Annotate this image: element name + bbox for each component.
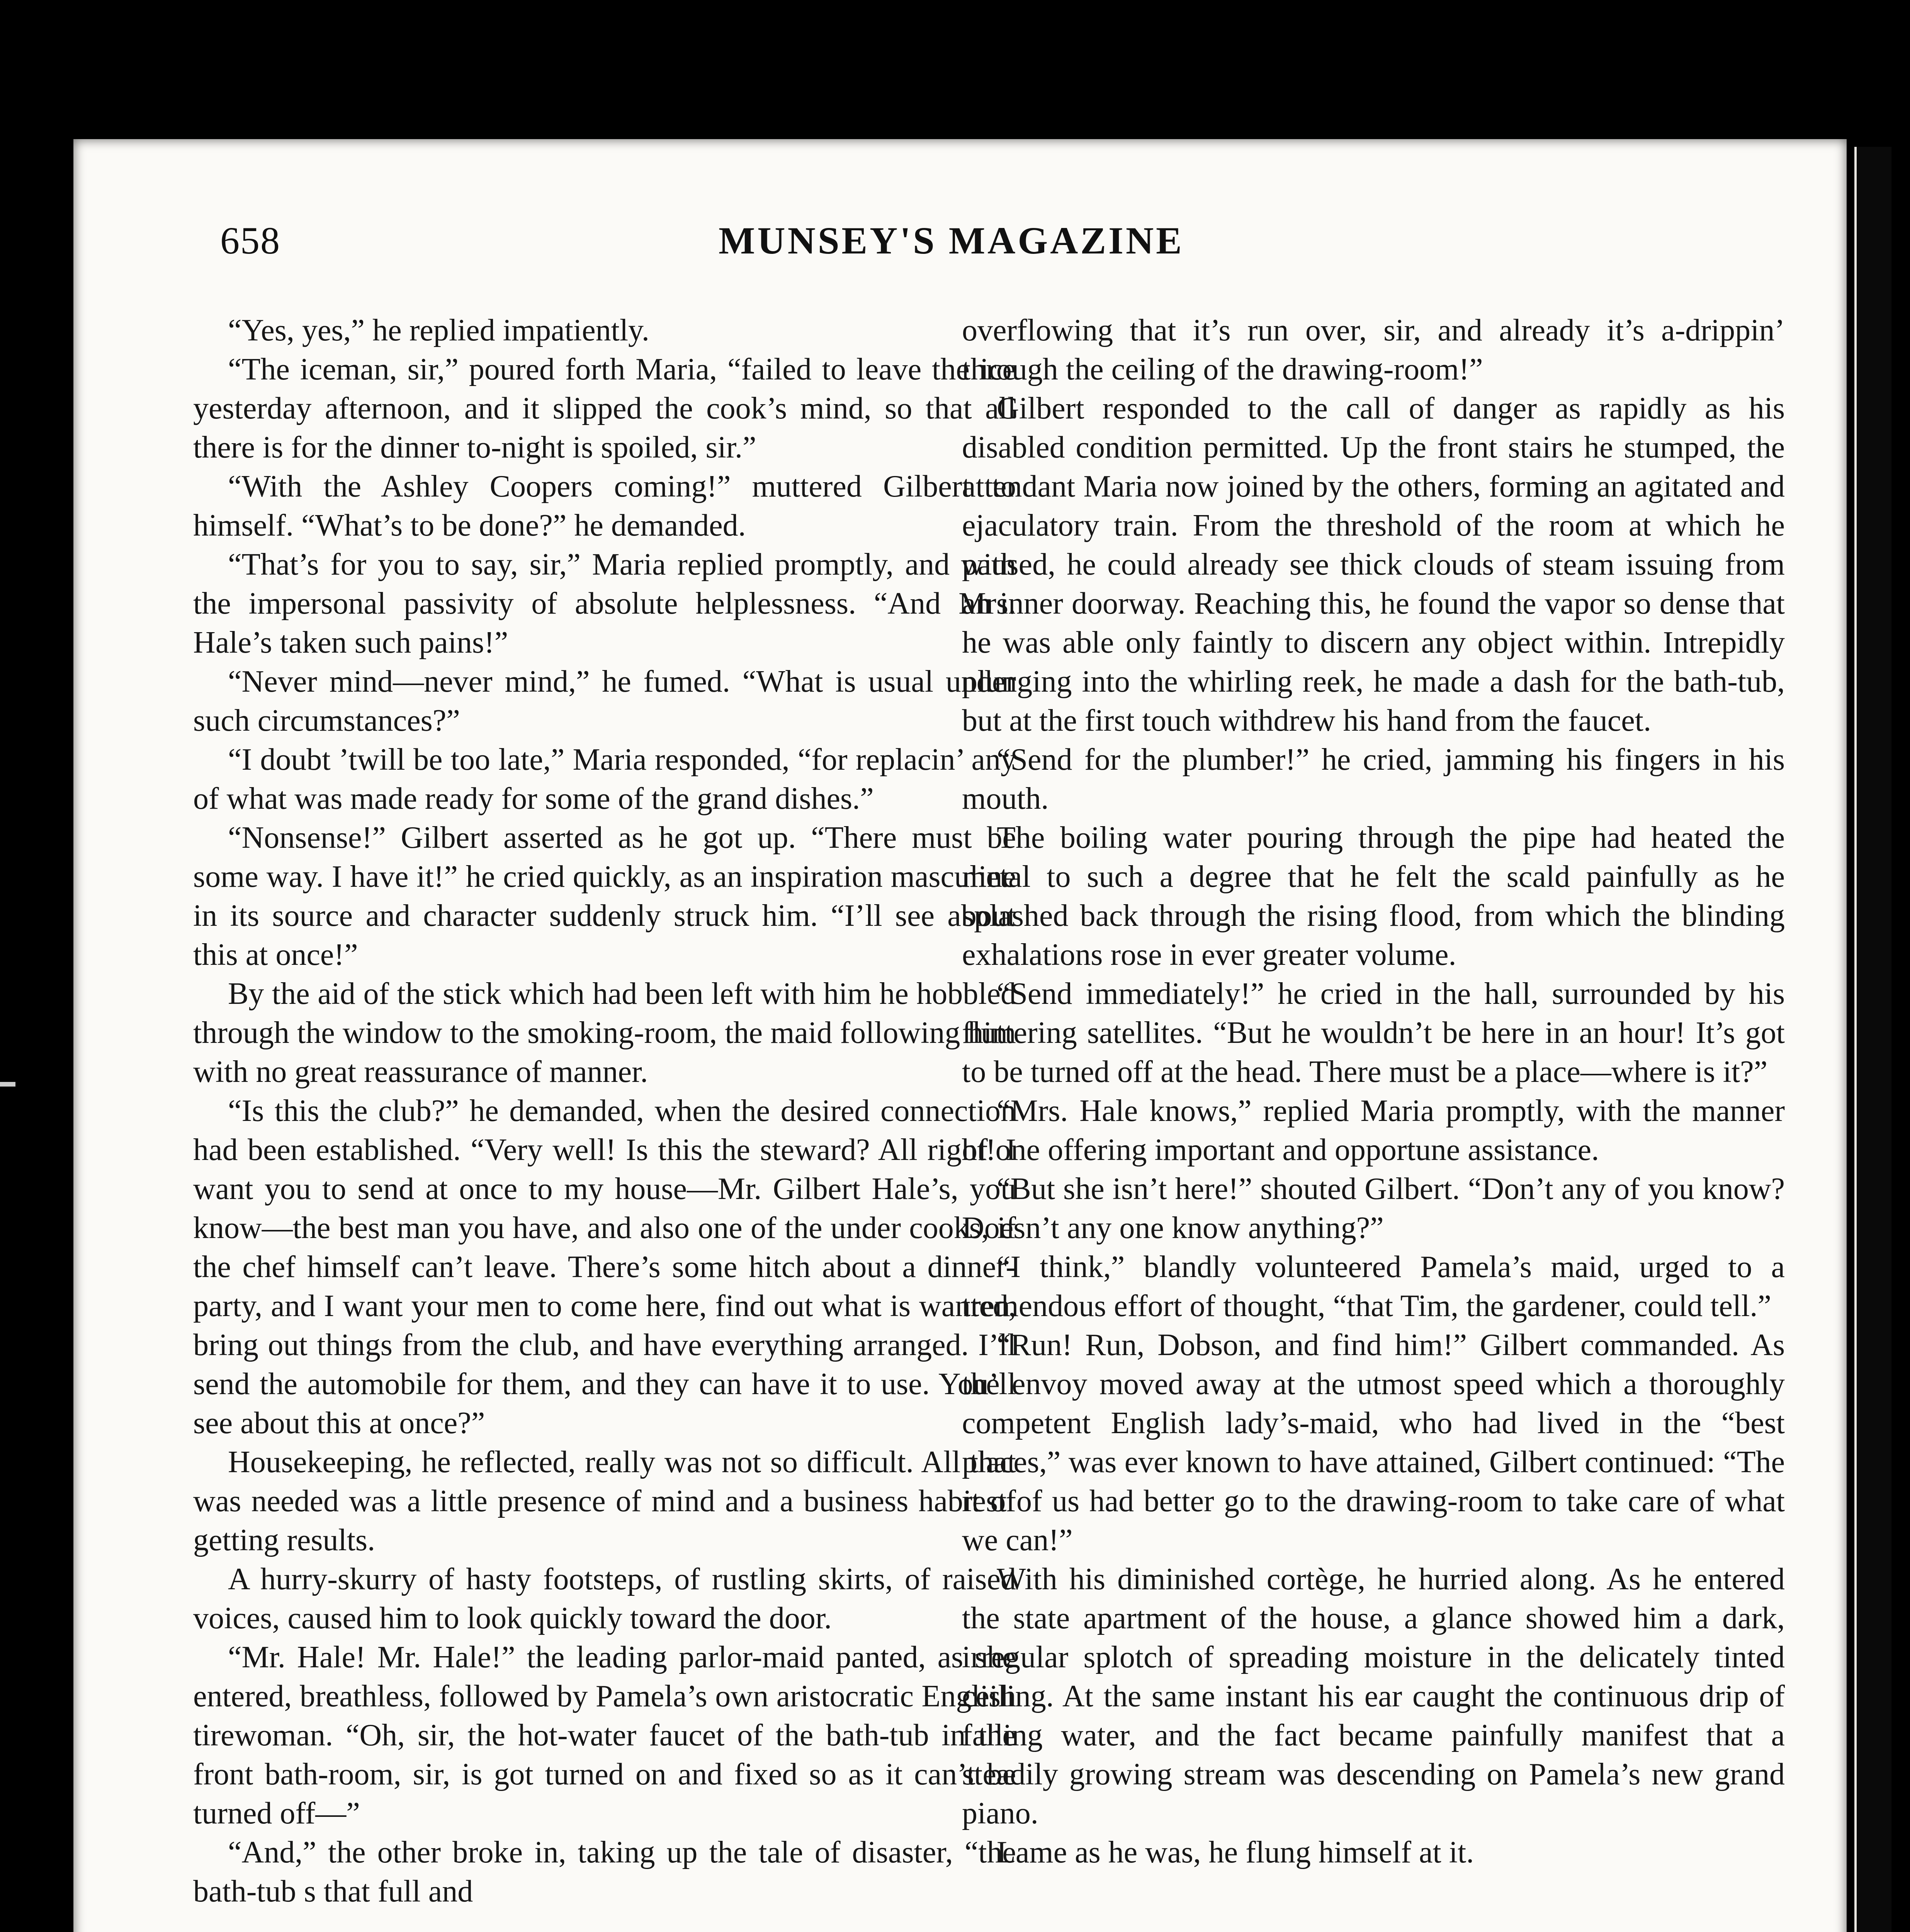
paragraph: “Mrs. Hale knows,” replied Maria promptly, with the manner of one offering important and opportune assistance. bbox=[962, 1094, 1785, 1167]
paragraph: “Nonsense!” Gilbert asserted as he got up. “There must be some way. I have it!” he cried quickly, as an inspiration masculine in its source and character suddenly struck him. “I’ll see about this at once!” bbox=[193, 821, 1016, 972]
paragraph: “Run! Run, Dobson, and find him!” Gilbert commanded. As the envoy moved away at the utmost speed which a thoroughly competent English lady’s-maid, who had lived in the “best places,” was ever known to have attained, Gilbert continued: “The rest of us had better go to the drawing-room to take care of what we can!” bbox=[962, 1328, 1785, 1557]
paragraph: “That’s for you to say, sir,” Maria replied promptly, and with the impersonal passivity of absolute helplessness. “And Mrs. Hale’s taken such pains!” bbox=[193, 548, 1016, 660]
paragraph: “Yes, yes,” he replied impatiently. bbox=[228, 313, 649, 347]
paragraph: overflowing that it’s run over, sir, and already it’s a-drippin’ through the ceiling of the drawing-room!” bbox=[962, 313, 1785, 386]
scan-margin-mark bbox=[0, 1082, 15, 1087]
paragraph: “Is this the club?” he demanded, when the desired connection had been established. “Very well! Is this the steward? All right! I want you to send at once to my house—Mr. Gilbert Hale’s, you know—the best man you have, and also one of the under cooks, if the chef himself can’t leave. There’s some hitch about a dinner-party, and I want your men to come here, find out what is wanted, bring out things from the club, and have everything arranged. I’ll send the automobile for them, and they can have it to use. You’ll see about this at once?” bbox=[193, 1094, 1016, 1440]
paragraph: “I doubt ’twill be too late,” Maria responded, “for replacin’ any of what was made ready for some of the grand dishes.” bbox=[193, 743, 1016, 816]
paragraph: “The iceman, sir,” poured forth Maria, “failed to leave the ice yesterday afternoon, and it slipped the cook’s mind, so that all there is for the dinner to-night is spoiled, sir.” bbox=[193, 352, 1016, 464]
paragraph: “Never mind—never mind,” he fumed. “What is usual under such circumstances?” bbox=[193, 665, 1016, 738]
paragraph: “Mr. Hale! Mr. Hale!” the leading parlor-maid panted, as she entered, breathless, followed by Pamela’s own aristocratic English tirewoman. “Oh, sir, the hot-water faucet of the bath-tub in the front bath-room, sir, is got turned on and fixed so as it can’t be turned off—” bbox=[193, 1640, 1016, 1830]
paragraph: The boiling water pouring through the pipe had heated the metal to such a degree that he felt the scald painfully as he splashed back through the rising flood, from which the blinding exhalations rose in ever greater volume. bbox=[962, 821, 1785, 972]
paragraph: “I think,” blandly volunteered Pamela’s maid, urged to a tremendous effort of thought, “that Tim, the gardener, could tell.” bbox=[962, 1250, 1785, 1323]
paragraph: “But she isn’t here!” shouted Gilbert. “Don’t any of you know? Doesn’t any one know anything?” bbox=[962, 1172, 1785, 1245]
paragraph: Housekeeping, he reflected, really was not so difficult. All that was needed was a little presence of mind and a business habit of getting results. bbox=[193, 1445, 1016, 1557]
paragraph: With his diminished cortège, he hurried along. As he entered the state apartment of the house, a glance showed him a dark, irregular splotch of spreading moisture in the delicately tinted ceiling. At the same instant his ear caught the continuous drip of falling water, and the fact became painfully manifest that a steadily growing stream was descending on Pamela’s new grand piano. bbox=[962, 1562, 1785, 1830]
paragraph: By the aid of the stick which had been left with him he hobbled through the window to the smoking-room, the maid following him with no great reassurance of manner. bbox=[193, 977, 1016, 1089]
page-number: 658 bbox=[220, 219, 280, 262]
paragraph: “With the Ashley Coopers coming!” muttered Gilbert to himself. “What’s to be done?” he demanded. bbox=[193, 469, 1016, 543]
paragraph: “Send for the plumber!” he cried, jamming his fingers in his mouth. bbox=[962, 743, 1785, 816]
facing-page-edge bbox=[1854, 147, 1891, 1932]
paragraph: Gilbert responded to the call of danger as rapidly as his disabled condition permitted. Up the front stairs he stumped, the attendant Maria now joined by the others, forming an agitated and ejaculatory train. From the threshold of the room at which he paused, he could already see thick clouds of steam issuing from an inner doorway. Reaching this, he found the vapor so dense that he was able only faintly to discern any object within. Intrepidly plunging into the whirling reek, he made a dash for the bath-tub, but at the first touch withdrew his hand from the faucet. bbox=[962, 391, 1785, 738]
running-head: MUNSEY'S MAGAZINE bbox=[719, 219, 1184, 262]
paragraph: Lame as he was, he flung himself at it. bbox=[997, 1835, 1474, 1869]
left-text-column bbox=[193, 311, 1016, 1911]
paragraph: “Send immediately!” he cried in the hall, surrounded by his fluttering satellites. “But he wouldn’t be here in an hour! It’s got to be turned off at the head. There must be a place—where is it?” bbox=[962, 977, 1785, 1089]
right-text-column bbox=[962, 311, 1785, 1872]
paragraph: A hurry-skurry of hasty footsteps, of rustling skirts, of raised voices, caused him to look quickly toward the door. bbox=[193, 1562, 1016, 1635]
paragraph: “And,” the other broke in, taking up the tale of disaster, “the bath-tub s that full and bbox=[193, 1835, 1016, 1908]
